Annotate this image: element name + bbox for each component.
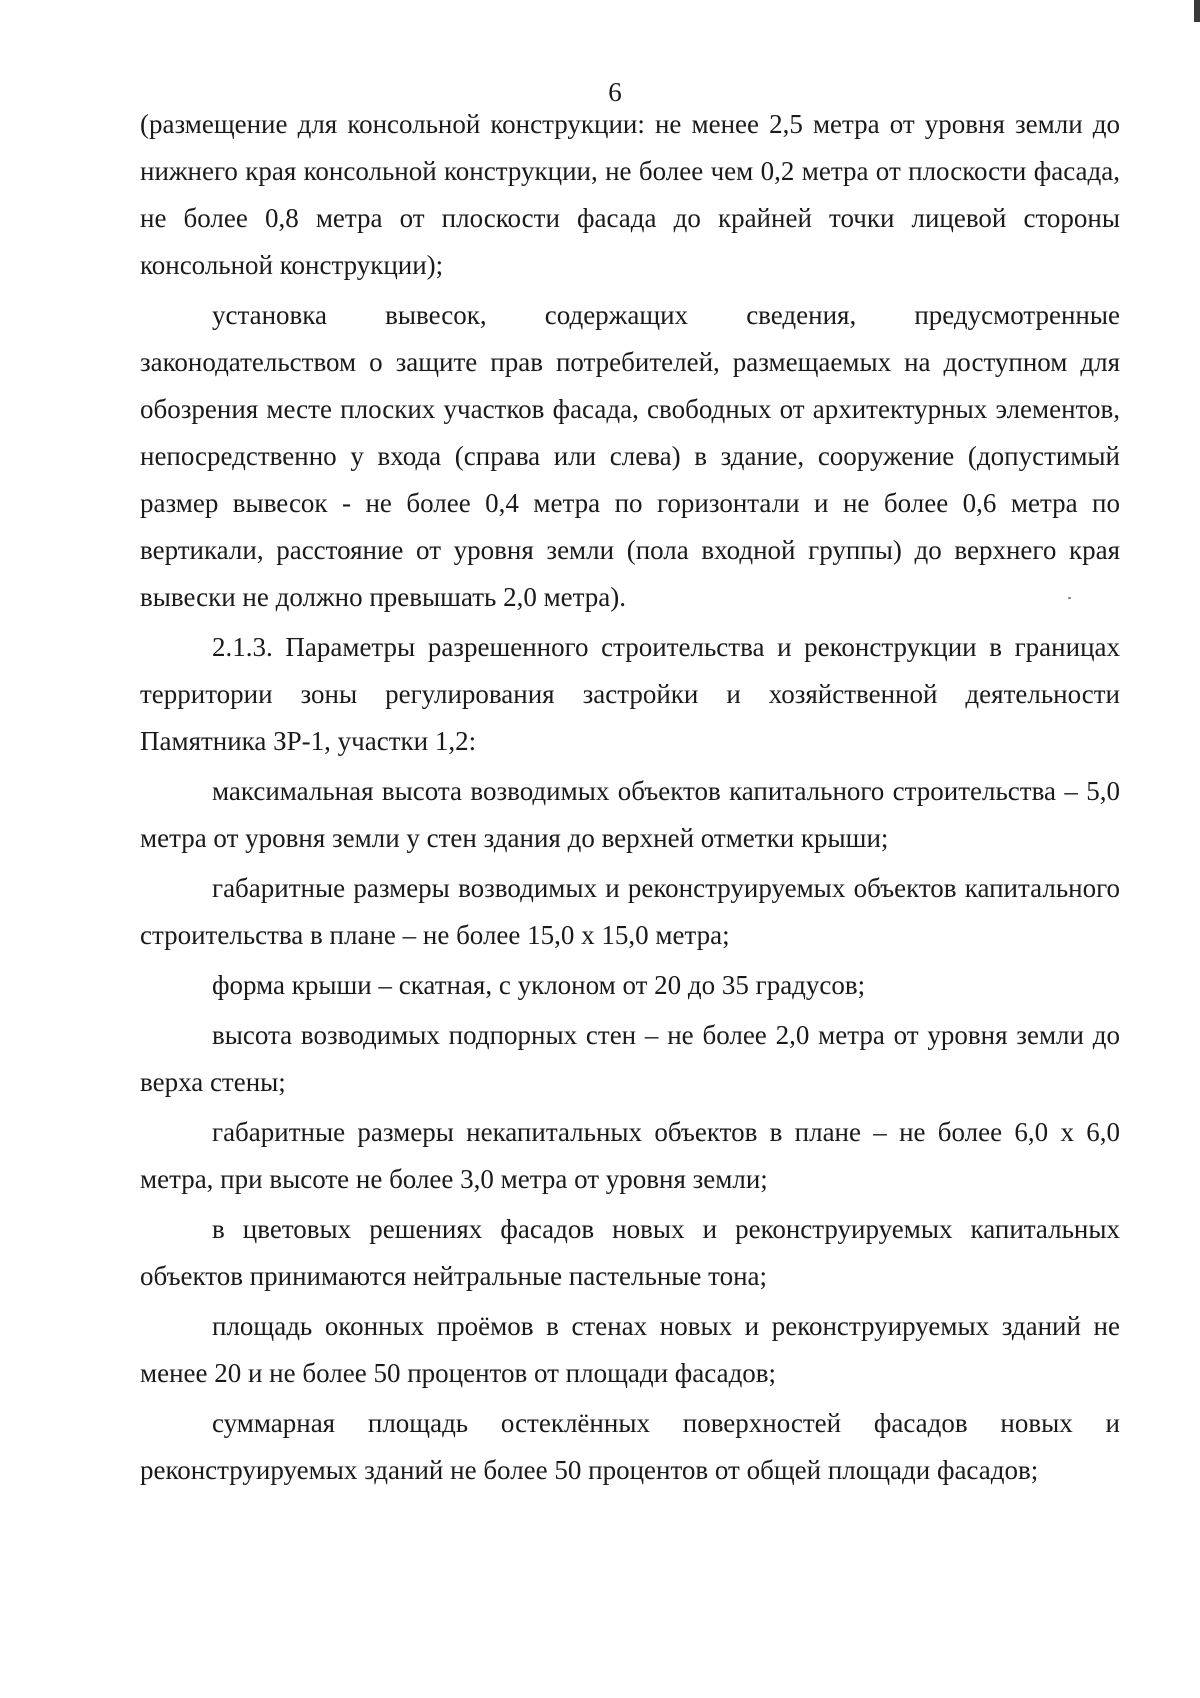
paragraph-console-placement: (размещение для консольной конструкции: не менее 2,5 метра от уровня земли до нижнего края консольной конструкции, не более чем 0,2 метра от плоскости фасада, не более 0,8 метра от плоскости фасада до крайней точки лицевой стороны консольной конструкции); xyxy=(140,109,1120,280)
paragraph-roof-shape: форма крыши – скатная, с уклоном от 20 до 35 градусов; xyxy=(212,970,866,1000)
paragraph-section-2-1-3-heading: 2.1.3. Параметры разрешенного строительства и реконструкции в границах территории зоны регулирования застройки и хозяйственной деятельности Памятника ЗР-1, участки 1,2: xyxy=(140,632,1120,756)
paragraph-dimensions-capital: габаритные размеры возводимых и реконструируемых объектов капитального строительства в плане – не более 15,0 х 15,0 метра; xyxy=(140,873,1120,950)
paragraph-retaining-walls: высота возводимых подпорных стен – не более 2,0 метра от уровня земли до верха стены; xyxy=(140,1020,1120,1097)
scan-corner-mark xyxy=(1194,0,1200,22)
document-body xyxy=(140,101,1120,1497)
paragraph-dimensions-noncapital: габаритные размеры некапитальных объектов в плане – не более 6,0 х 6,0 метра, при высоте не более 3,0 метра от уровня земли; xyxy=(140,1117,1120,1194)
paragraph-signage-installation: установка вывесок, содержащих сведения, предусмотренные законодательством о защите прав потребителей, размещаемых на доступном для обозрения месте плоских участков фасада, свободных от архитектурных элементов, непосредственно у входа (справа или слева) в здание, сооружение (допустимый размер вывесок - не более 0,4 метра по горизонтали и не более 0,6 метра по вертикали, расстояние от уровня земли (пола входной группы) до верхнего края вывески не должно превышать 2,0 метра). xyxy=(140,300,1120,612)
paragraph-max-height: максимальная высота возводимых объектов капитального строительства – 5,0 метра от уровня земли у стен здания до верхней отметки крыши; xyxy=(140,776,1120,853)
paragraph-window-area: площадь оконных проёмов в стенах новых и реконструируемых зданий не менее 20 и не более 50 процентов от площади фасадов; xyxy=(140,1311,1120,1388)
page-number: 6 xyxy=(608,77,622,107)
paragraph-facade-colors: в цветовых решениях фасадов новых и реконструируемых капитальных объектов принимаются нейтральные пастельные тона; xyxy=(140,1214,1120,1291)
paragraph-glazed-area: суммарная площадь остеклённых поверхностей фасадов новых и реконструируемых зданий не более 50 процентов от общей площади фасадов; xyxy=(140,1408,1120,1485)
scan-speck xyxy=(1068,597,1071,599)
